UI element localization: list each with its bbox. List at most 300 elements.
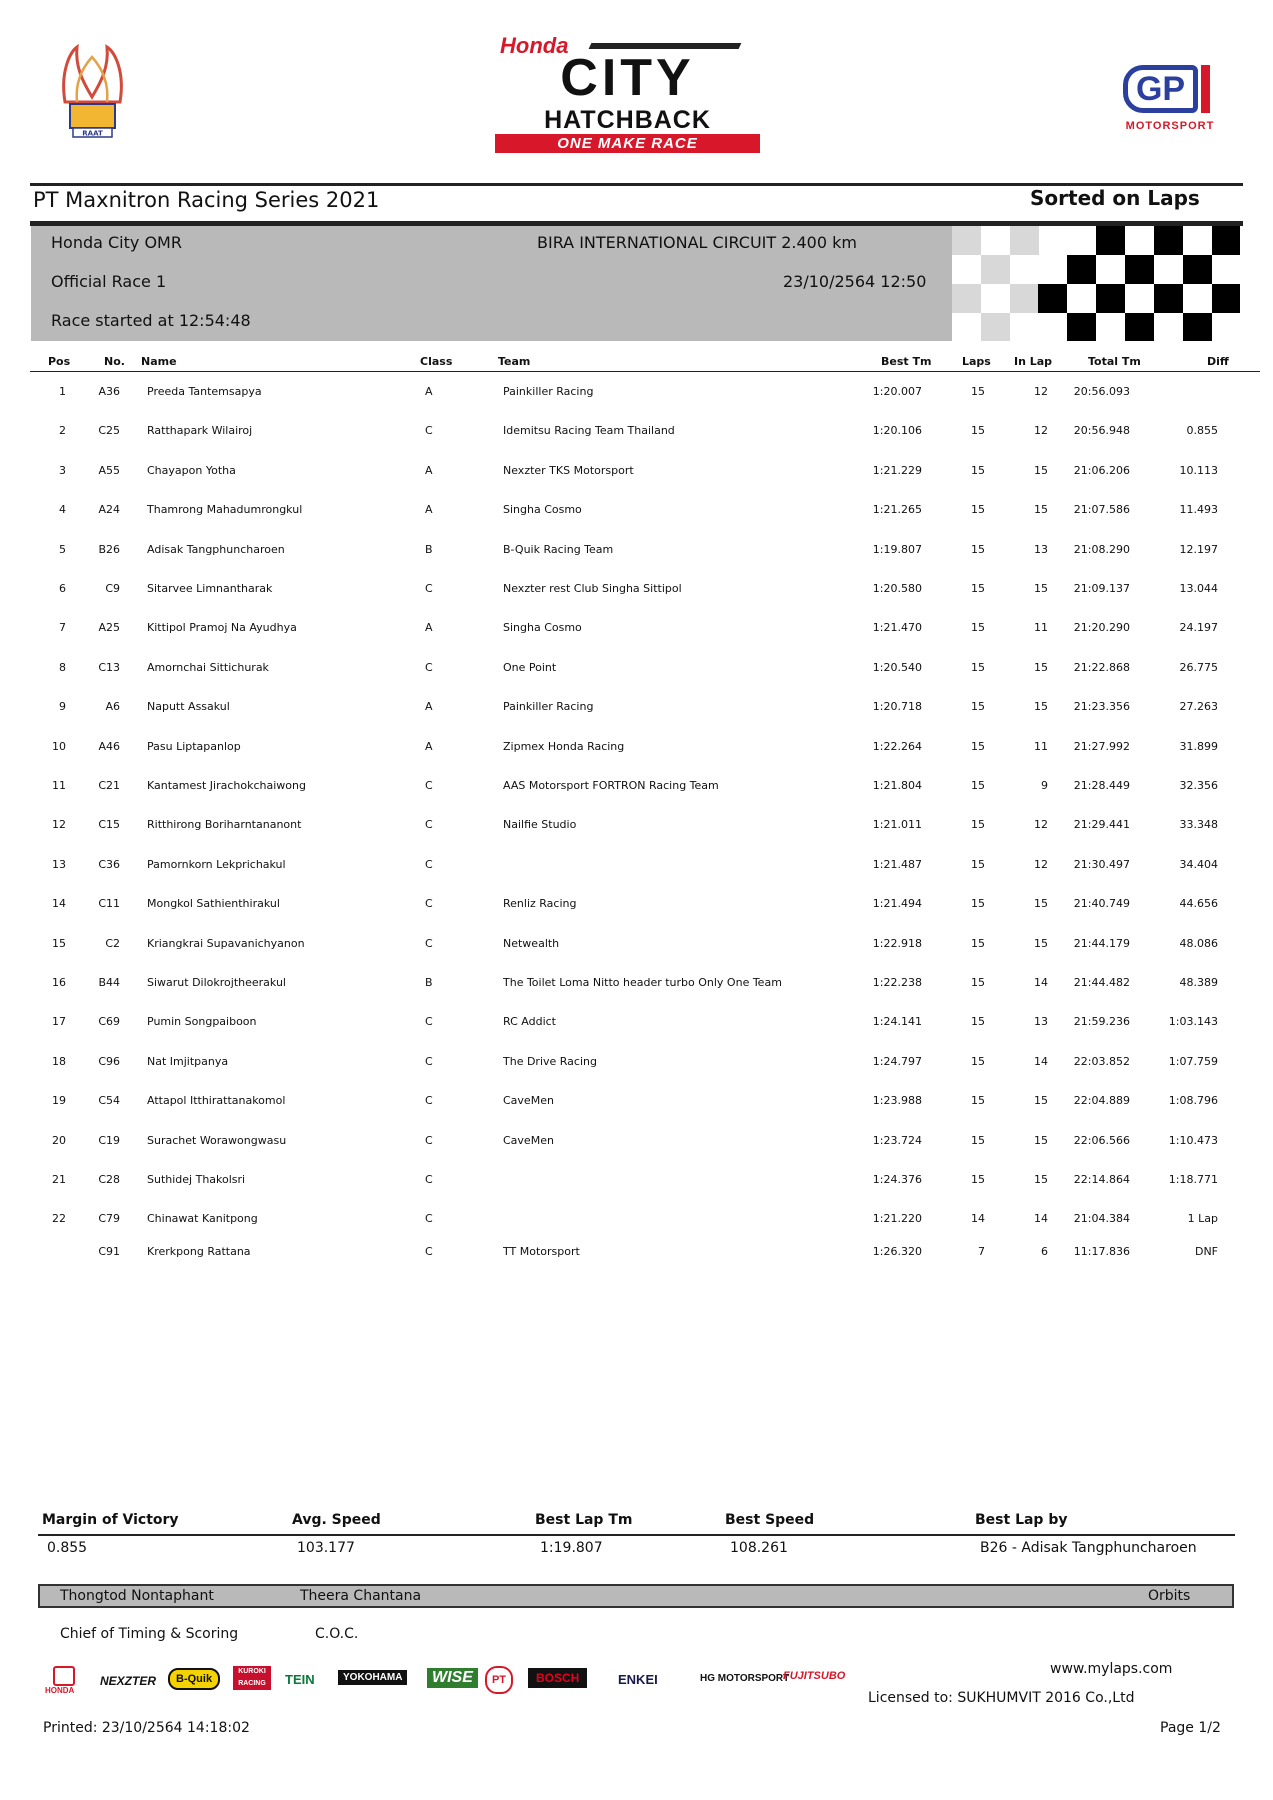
table-row [0, 818, 1273, 838]
result-class: C [425, 936, 433, 950]
result-best-time: 1:26.320 [872, 1245, 922, 1258]
timing-official-name: Thongtod Nontaphant [60, 1588, 214, 1604]
result-total-time: 21:59.236 [1073, 1015, 1130, 1029]
result-total-time: 21:08.290 [1073, 542, 1130, 556]
result-best-time: 1:21.470 [872, 621, 922, 635]
result-best-in-lap: 11 [1034, 621, 1048, 635]
sponsor-enkei-logo: ENKEI [618, 1672, 658, 1687]
result-class: C [425, 582, 433, 595]
one-make-race-text: ONE MAKE RACE [495, 134, 760, 153]
col-header-class: Class [420, 355, 453, 368]
checkered-flag-graphic [952, 226, 1240, 341]
result-pos: 22 [52, 1212, 66, 1226]
result-driver-name: Chinawat Kanitpong [147, 1212, 258, 1226]
result-driver-name: Ratthapark Wilairoj [147, 424, 253, 438]
result-driver-name: Kittipol Pramoj Na Ayudhya [147, 621, 297, 635]
result-laps: 14 [971, 1212, 985, 1226]
table-row [0, 858, 1273, 878]
result-team: RC Addict [503, 1015, 556, 1029]
result-laps: 15 [971, 936, 985, 950]
result-class: C [425, 857, 433, 871]
result-laps: 15 [971, 503, 985, 517]
result-best-time: 1:20.106 [872, 424, 922, 438]
result-best-in-lap: 15 [1034, 582, 1048, 595]
result-team: CaveMen [503, 1094, 554, 1108]
result-diff: 24.197 [1179, 621, 1218, 635]
sponsor-kuroki-logo: KUROKI RACING [233, 1666, 271, 1690]
result-best-time: 1:21.011 [872, 818, 922, 832]
result-car-number: C13 [98, 660, 120, 674]
result-pos: 1 [59, 385, 66, 398]
result-total-time: 21:04.384 [1073, 1212, 1130, 1226]
result-diff: 1:10.473 [1168, 1133, 1218, 1147]
result-diff: 44.656 [1179, 897, 1218, 911]
result-pos: 19 [52, 1094, 66, 1108]
result-best-in-lap: 15 [1034, 936, 1048, 950]
result-car-number: C2 [105, 936, 120, 950]
event-category: Honda City OMR [51, 233, 182, 252]
timing-system-name: Orbits [1148, 1588, 1191, 1604]
result-pos: 13 [52, 857, 66, 871]
result-best-in-lap: 15 [1034, 660, 1048, 674]
result-car-number: B44 [98, 976, 120, 989]
result-best-in-lap: 6 [1041, 1245, 1048, 1258]
result-total-time: 21:44.179 [1073, 936, 1130, 950]
result-best-time: 1:21.494 [872, 897, 922, 911]
result-car-number: B26 [98, 542, 120, 556]
result-team: Nexzter rest Club Singha Sittipol [503, 582, 682, 595]
result-class: C [425, 1245, 433, 1258]
result-driver-name: Pamornkorn Lekprichakul [147, 857, 286, 871]
result-best-in-lap: 12 [1034, 385, 1048, 398]
result-total-time: 11:17.836 [1073, 1245, 1130, 1258]
summary-label-best-lap-by: Best Lap by [975, 1512, 1068, 1528]
result-driver-name: Sitarvee Limnantharak [147, 582, 273, 595]
result-diff: DNF [1194, 1245, 1218, 1258]
result-best-in-lap: 12 [1034, 424, 1048, 438]
circuit-name: BIRA INTERNATIONAL CIRCUIT 2.400 km [537, 233, 857, 252]
table-row [0, 976, 1273, 996]
result-pos: 2 [59, 424, 66, 438]
col-header-best-time: Best Tm [881, 355, 932, 368]
result-diff: 1:08.796 [1168, 1094, 1218, 1108]
result-best-in-lap: 15 [1034, 463, 1048, 477]
table-row [0, 1173, 1273, 1193]
result-pos: 10 [52, 739, 66, 753]
result-driver-name: Kantamest Jirachokchaiwong [147, 779, 306, 792]
table-row [0, 385, 1273, 405]
result-laps: 15 [971, 542, 985, 556]
result-laps: 15 [971, 582, 985, 595]
table-row [0, 582, 1273, 602]
sponsor-yokohama-logo: YOKOHAMA [338, 1670, 407, 1685]
result-driver-name: Attapol Itthirattanakomol [147, 1094, 286, 1108]
table-row [0, 503, 1273, 523]
result-best-in-lap: 9 [1041, 779, 1048, 792]
table-row [0, 1245, 1273, 1265]
result-best-time: 1:22.238 [872, 976, 922, 989]
result-car-number: C19 [98, 1133, 120, 1147]
result-best-in-lap: 15 [1034, 1133, 1048, 1147]
result-total-time: 21:30.497 [1073, 857, 1130, 871]
result-diff: 34.404 [1179, 857, 1218, 871]
mylaps-website: www.mylaps.com [1050, 1661, 1173, 1677]
result-laps: 15 [971, 739, 985, 753]
result-team: B-Quik Racing Team [503, 542, 614, 556]
result-laps: 15 [971, 857, 985, 871]
result-driver-name: Krerkpong Rattana [147, 1245, 251, 1258]
result-best-in-lap: 15 [1034, 1094, 1048, 1108]
result-driver-name: Kriangkrai Supavanichyanon [147, 936, 305, 950]
result-diff: 12.197 [1179, 542, 1218, 556]
result-laps: 15 [971, 660, 985, 674]
result-best-time: 1:21.265 [872, 503, 922, 517]
result-car-number: C11 [98, 897, 120, 911]
result-class: C [425, 1015, 433, 1029]
result-class: C [425, 660, 433, 674]
table-row [0, 779, 1273, 799]
page-number: Page 1/2 [1160, 1720, 1221, 1736]
result-driver-name: Pasu Liptapanlop [147, 739, 241, 753]
result-driver-name: Ritthirong Boriharntananont [147, 818, 302, 832]
result-pos: 16 [52, 976, 66, 989]
result-team: The Toilet Loma Nitto header turbo Only One Team [503, 976, 782, 989]
result-total-time: 21:07.586 [1073, 503, 1130, 517]
table-row [0, 700, 1273, 720]
summary-value-avg-speed: 103.177 [297, 1540, 355, 1556]
sponsor-pt-logo: PT [485, 1666, 513, 1694]
sponsor-logos [45, 1664, 850, 1704]
result-best-in-lap: 15 [1034, 897, 1048, 911]
result-driver-name: Mongkol Sathienthirakul [147, 897, 280, 911]
result-diff: 26.775 [1179, 660, 1218, 674]
result-total-time: 21:44.482 [1073, 976, 1130, 989]
result-class: C [425, 1133, 433, 1147]
result-diff: 48.086 [1179, 936, 1218, 950]
result-pos: 21 [52, 1173, 66, 1186]
result-car-number: C36 [98, 857, 120, 871]
result-car-number: A55 [98, 463, 120, 477]
result-pos: 12 [52, 818, 66, 832]
result-class: C [425, 779, 433, 792]
result-total-time: 22:03.852 [1073, 1054, 1130, 1068]
result-car-number: C69 [98, 1015, 120, 1029]
series-title: PT Maxnitron Racing Series 2021 [33, 188, 380, 212]
gp-motorsport-logo [1115, 65, 1225, 137]
result-driver-name: Siwarut Dilokrojtheerakul [147, 976, 286, 989]
result-total-time: 22:04.889 [1073, 1094, 1130, 1108]
result-class: C [425, 1054, 433, 1068]
result-driver-name: Amornchai Sittichurak [147, 660, 269, 674]
result-team: Nailfie Studio [503, 818, 577, 832]
result-car-number: C15 [98, 818, 120, 832]
result-team: TT Motorsport [503, 1245, 580, 1258]
col-header-diff: Diff [1207, 355, 1229, 368]
result-diff: 31.899 [1179, 739, 1218, 753]
result-car-number: A46 [98, 739, 120, 753]
result-team: Singha Cosmo [503, 503, 582, 517]
result-laps: 15 [971, 463, 985, 477]
result-best-time: 1:20.718 [872, 700, 922, 714]
sponsor-tein-logo: TEIN [285, 1672, 315, 1687]
session-name: Official Race 1 [51, 272, 167, 291]
result-best-time: 1:22.264 [872, 739, 922, 753]
result-diff: 13.044 [1179, 582, 1218, 595]
result-class: C [425, 1212, 433, 1226]
result-total-time: 21:29.441 [1073, 818, 1130, 832]
result-car-number: C79 [98, 1212, 120, 1226]
summary-divider [38, 1534, 1235, 1536]
city-text: CITY [560, 49, 695, 107]
timing-official-role: Chief of Timing & Scoring [60, 1626, 239, 1642]
sponsor-bquik-logo: B-Quik [168, 1668, 220, 1690]
result-laps: 15 [971, 1173, 985, 1186]
result-team: Singha Cosmo [503, 621, 582, 635]
result-pos: 7 [59, 621, 66, 635]
summary-label-best-lap: Best Lap Tm [535, 1512, 633, 1528]
result-team: The Drive Racing [503, 1054, 597, 1068]
result-laps: 15 [971, 976, 985, 989]
result-team: CaveMen [503, 1133, 554, 1147]
result-class: A [425, 621, 433, 635]
result-class: A [425, 463, 433, 477]
result-car-number: A6 [105, 700, 120, 714]
table-row [0, 464, 1273, 484]
result-total-time: 21:40.749 [1073, 897, 1130, 911]
result-team: Idemitsu Racing Team Thailand [503, 424, 675, 438]
result-team: One Point [503, 660, 557, 674]
result-laps: 15 [971, 1015, 985, 1029]
result-diff: 1:03.143 [1168, 1015, 1218, 1029]
result-best-in-lap: 14 [1034, 1054, 1048, 1068]
result-best-in-lap: 15 [1034, 503, 1048, 517]
result-car-number: C25 [98, 424, 120, 438]
result-diff: 48.389 [1179, 976, 1218, 989]
table-row [0, 897, 1273, 917]
result-team: Painkiller Racing [503, 700, 594, 714]
result-class: C [425, 424, 433, 438]
result-class: C [425, 897, 433, 911]
result-pos: 17 [52, 1015, 66, 1029]
result-best-in-lap: 15 [1034, 1173, 1048, 1186]
result-pos: 3 [59, 463, 66, 477]
signature-band [38, 1584, 1234, 1608]
result-best-time: 1:19.807 [872, 542, 922, 556]
result-best-time: 1:20.007 [872, 385, 922, 398]
result-driver-name: Chayapon Yotha [147, 463, 236, 477]
table-row [0, 1134, 1273, 1154]
license-info: Licensed to: SUKHUMVIT 2016 Co.,Ltd [868, 1690, 1135, 1706]
result-best-time: 1:21.487 [872, 857, 922, 871]
table-row [0, 621, 1273, 641]
result-pos: 18 [52, 1054, 66, 1068]
table-row [0, 661, 1273, 681]
gp-logo-text: GP [1123, 65, 1198, 113]
result-best-time: 1:21.229 [872, 463, 922, 477]
result-pos: 14 [52, 897, 66, 911]
result-diff: 32.356 [1179, 779, 1218, 792]
siam-raat-logo [55, 42, 130, 142]
result-best-time: 1:23.988 [872, 1094, 922, 1108]
col-header-name: Name [141, 355, 177, 368]
result-diff: 0.855 [1186, 424, 1218, 438]
col-header-team: Team [498, 355, 531, 368]
result-best-time: 1:24.376 [872, 1173, 922, 1186]
result-total-time: 21:09.137 [1073, 582, 1130, 595]
printed-timestamp: Printed: 23/10/2564 14:18:02 [43, 1720, 250, 1736]
result-class: A [425, 739, 433, 753]
result-best-in-lap: 12 [1034, 818, 1048, 832]
result-total-time: 21:23.356 [1073, 700, 1130, 714]
result-team: AAS Motorsport FORTRON Racing Team [503, 779, 719, 792]
result-total-time: 20:56.948 [1073, 424, 1130, 438]
result-class: A [425, 503, 433, 517]
result-laps: 15 [971, 779, 985, 792]
result-driver-name: Surachet Worawongwasu [147, 1133, 287, 1147]
result-driver-name: Naputt Assakul [147, 700, 230, 714]
result-laps: 15 [971, 700, 985, 714]
result-best-time: 1:21.804 [872, 779, 922, 792]
result-diff: 1:18.771 [1168, 1173, 1218, 1186]
result-best-time: 1:24.797 [872, 1054, 922, 1068]
result-laps: 15 [971, 1054, 985, 1068]
result-best-in-lap: 14 [1034, 1212, 1048, 1226]
result-best-time: 1:21.220 [872, 1212, 922, 1226]
result-total-time: 22:14.864 [1073, 1173, 1130, 1186]
honda-city-hatchback-logo [495, 33, 760, 153]
result-class: B [425, 976, 433, 989]
result-total-time: 21:27.992 [1073, 739, 1130, 753]
session-datetime: 23/10/2564 12:50 [783, 272, 927, 291]
result-diff: 1:07.759 [1168, 1054, 1218, 1068]
sponsor-hg-motorsport-logo: HG MOTORSPORT [700, 1673, 790, 1684]
result-car-number: C9 [105, 582, 120, 595]
result-car-number: C96 [98, 1054, 120, 1068]
result-car-number: C91 [98, 1245, 120, 1258]
result-best-in-lap: 12 [1034, 857, 1048, 871]
result-class: A [425, 385, 433, 398]
summary-value-best-lap-by: B26 - Adisak Tangphuncharoen [980, 1540, 1197, 1556]
result-laps: 15 [971, 1094, 985, 1108]
result-laps: 15 [971, 1133, 985, 1147]
result-best-in-lap: 13 [1034, 1015, 1048, 1029]
sponsor-nexzter-logo: NEXZTER [100, 1674, 157, 1688]
result-diff: 11.493 [1179, 503, 1218, 517]
result-car-number: A25 [98, 621, 120, 635]
result-driver-name: Suthidej Thakolsri [147, 1173, 246, 1186]
result-pos: 15 [52, 936, 66, 950]
result-driver-name: Nat Imjitpanya [147, 1054, 229, 1068]
result-best-in-lap: 15 [1034, 700, 1048, 714]
siam-logo-text: RAAT [82, 129, 103, 138]
result-pos: 20 [52, 1133, 66, 1147]
result-pos: 6 [59, 582, 66, 595]
summary-value-best-lap: 1:19.807 [540, 1540, 603, 1556]
summary-label-avg-speed: Avg. Speed [292, 1512, 381, 1528]
result-total-time: 21:28.449 [1073, 779, 1130, 792]
result-car-number: C21 [98, 779, 120, 792]
result-car-number: C28 [98, 1173, 120, 1186]
result-team: Netwealth [503, 936, 560, 950]
col-header-pos: Pos [48, 355, 71, 368]
result-class: C [425, 1173, 433, 1186]
col-header-laps: Laps [962, 355, 991, 368]
result-team: Nexzter TKS Motorsport [503, 463, 634, 477]
sponsor-bosch-logo: BOSCH [528, 1668, 587, 1688]
coc-name: Theera Chantana [300, 1588, 422, 1604]
result-best-in-lap: 11 [1034, 739, 1048, 753]
result-best-time: 1:24.141 [872, 1015, 922, 1029]
result-pos: 4 [59, 503, 66, 517]
summary-value-margin: 0.855 [47, 1540, 88, 1556]
result-diff: 1 Lap [1187, 1212, 1218, 1226]
summary-label-margin: Margin of Victory [42, 1512, 179, 1528]
result-total-time: 21:22.868 [1073, 660, 1130, 674]
result-team: Painkiller Racing [503, 385, 594, 398]
sort-label: Sorted on Laps [1030, 186, 1200, 210]
result-diff: 10.113 [1179, 463, 1218, 477]
hatchback-text: HATCHBACK [544, 106, 711, 134]
result-best-time: 1:20.540 [872, 660, 922, 674]
table-row [0, 543, 1273, 563]
table-row [0, 1055, 1273, 1075]
table-row [0, 937, 1273, 957]
col-header-total-time: Total Tm [1088, 355, 1141, 368]
result-laps: 15 [971, 621, 985, 635]
result-driver-name: Thamrong Mahadumrongkul [147, 503, 303, 517]
gp-logo-subtext: MOTORSPORT [1125, 120, 1215, 132]
summary-value-best-speed: 108.261 [730, 1540, 788, 1556]
result-car-number: A36 [98, 385, 120, 398]
result-laps: 15 [971, 818, 985, 832]
result-best-in-lap: 13 [1034, 542, 1048, 556]
honda-brand-text: Honda [500, 33, 569, 58]
result-driver-name: Adisak Tangphuncharoen [147, 542, 285, 556]
result-diff: 27.263 [1179, 700, 1218, 714]
result-best-in-lap: 14 [1034, 976, 1048, 989]
result-laps: 15 [971, 385, 985, 398]
result-class: A [425, 700, 433, 714]
sponsor-fujitsubo-logo: FUJITSUBO [783, 1670, 846, 1682]
table-row [0, 1212, 1273, 1232]
table-row [0, 740, 1273, 760]
result-class: C [425, 818, 433, 832]
result-total-time: 20:56.093 [1073, 385, 1130, 398]
result-driver-name: Preeda Tantemsapya [147, 385, 262, 398]
result-best-time: 1:20.580 [872, 582, 922, 595]
column-header-divider [30, 371, 1260, 372]
result-total-time: 21:06.206 [1073, 463, 1130, 477]
result-pos: 9 [59, 700, 66, 714]
result-pos: 11 [52, 779, 66, 792]
sponsor-honda-logo: HONDA [45, 1686, 75, 1695]
table-row [0, 424, 1273, 444]
result-total-time: 22:06.566 [1073, 1133, 1130, 1147]
summary-label-best-speed: Best Speed [725, 1512, 815, 1528]
result-laps: 15 [971, 897, 985, 911]
result-team: Renliz Racing [503, 897, 577, 911]
col-header-no: No. [104, 355, 125, 368]
result-best-time: 1:22.918 [872, 936, 922, 950]
result-team: Zipmex Honda Racing [503, 739, 625, 753]
coc-role: C.O.C. [315, 1626, 359, 1642]
table-row [0, 1094, 1273, 1114]
result-class: C [425, 1094, 433, 1108]
race-start-time: Race started at 12:54:48 [51, 311, 251, 330]
result-pos: 5 [59, 542, 66, 556]
result-class: B [425, 542, 433, 556]
result-car-number: C54 [98, 1094, 120, 1108]
